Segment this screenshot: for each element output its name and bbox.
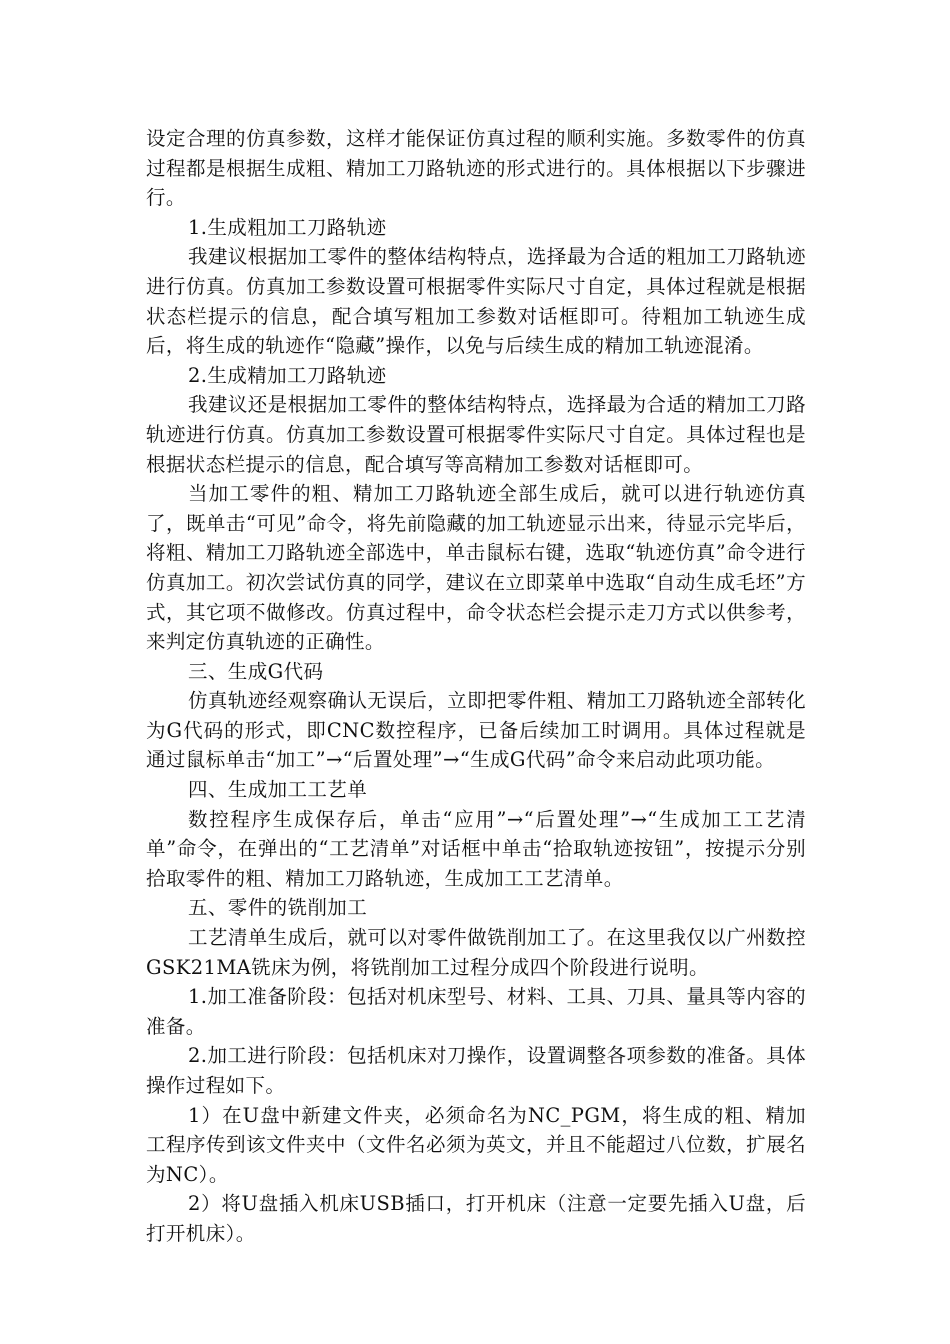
paragraph: 1）在U盘中新建文件夹，必须命名为NC_PGM，将生成的粗、精加工程序传到该文件夹中（文件名必须为英文，并且不能超过八位数，扩展名为NC）。 — [146, 1103, 806, 1186]
paragraph: 2）将U盘插入机床USB插口，打开机床（注意一定要先插入U盘，后打开机床）。 — [146, 1192, 806, 1245]
paragraph: 仿真轨迹经观察确认无误后，立即把零件粗、精加工刀路轨迹全部转化为G代码的形式，即CNC数控程序，已备后续加工时调用。具体过程就是通过鼠标单击“加工”→“后置处理”→“生成G代码”命令来启动此项功能。 — [146, 689, 806, 772]
section-heading: 1.生成粗加工刀路轨迹 — [188, 215, 387, 239]
paragraph: 我建议根据加工零件的整体结构特点，选择最为合适的粗加工刀路轨迹进行仿真。仿真加工参数设置可根据零件实际尺寸自定，具体过程就是根据状态栏提示的信息，配合填写粗加工参数对话框即可。待粗加工轨迹生成后，将生成的轨迹作“隐藏”操作，以免与后续生成的精加工轨迹混淆。 — [146, 245, 806, 358]
section-heading: 三、生成G代码 — [188, 659, 324, 683]
paragraph: 1.加工准备阶段：包括对机床型号、材料、工具、刀具、量具等内容的准备。 — [146, 985, 806, 1038]
paragraph: 设定合理的仿真参数，这样才能保证仿真过程的顺利实施。多数零件的仿真过程都是根据生成粗、精加工刀路轨迹的形式进行的。具体根据以下步骤进行。 — [146, 127, 806, 210]
paragraph: 2.加工进行阶段：包括机床对刀操作，设置调整各项参数的准备。具体操作过程如下。 — [146, 1044, 806, 1097]
section-heading: 四、生成加工工艺单 — [188, 778, 368, 802]
section-heading: 2.生成精加工刀路轨迹 — [188, 363, 387, 387]
paragraph: 当加工零件的粗、精加工刀路轨迹全部生成后，就可以进行轨迹仿真了，既单击“可见”命令，将先前隐藏的加工轨迹显示出来，待显示完毕后，将粗、精加工刀路轨迹全部选中，单击鼠标右键，选取“轨迹仿真”命令进行仿真加工。初次尝试仿真的同学，建议在立即菜单中选取“自动生成毛坯”方式，其它项不做修改。仿真过程中，命令状态栏会提示走刀方式以供参考，来判定仿真轨迹的正确性。 — [146, 482, 806, 654]
section-heading: 五、零件的铣削加工 — [188, 896, 368, 920]
paragraph: 数控程序生成保存后，单击“应用”→“后置处理”→“生成加工工艺清单”命令，在弹出的“工艺清单”对话框中单击“拾取轨迹按钮”，按提示分别拾取零件的粗、精加工刀路轨迹，生成加工工艺清单。 — [146, 807, 806, 890]
paragraph: 我建议还是根据加工零件的整体结构特点，选择最为合适的精加工刀路轨迹进行仿真。仿真加工参数设置可根据零件实际尺寸自定。具体过程也是根据状态栏提示的信息，配合填写等高精加工参数对话框即可。 — [146, 393, 806, 476]
document-body — [146, 124, 806, 1249]
paragraph: 工艺清单生成后，就可以对零件做铣削加工了。在这里我仅以广州数控GSK21MA铣床为例，将铣削加工过程分成四个阶段进行说明。 — [146, 926, 806, 979]
